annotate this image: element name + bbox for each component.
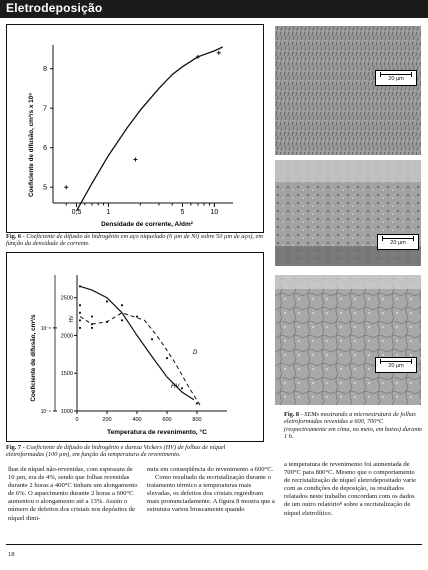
fig6-x-tick-label: 10 <box>210 209 219 216</box>
fig7-hv-tick-label: 2500 <box>60 295 73 302</box>
fig7-data-point <box>79 285 81 287</box>
body-column-2 <box>147 466 277 515</box>
fig7-data-point <box>196 402 198 404</box>
fig6-data-point <box>133 158 137 162</box>
fig7-series-d-label: D <box>193 350 198 356</box>
fig6-y-tick-label: 6 <box>43 145 47 153</box>
sem-micrograph-bottom <box>275 275 421 405</box>
fig7-data-point <box>151 338 153 340</box>
fig7-data-point <box>79 312 81 314</box>
scale-bar-bottom: 20 µm <box>375 357 417 373</box>
fig7-x-axis-label: Temperatura de revenimento, °C <box>107 429 207 436</box>
figure-6-chart <box>7 25 263 232</box>
fig7-data-point <box>91 327 93 329</box>
body-column-1: lhas de níquel não-revenidas, com espessura de 10 µm, era de 4%, sendo que folhas revenidas durante 2 horas a 400°C tinham um alongamento de 6%. O aquecimento durante 2 horas a 600°C aumentou o alongamento até a 13%. Assim o número de defeitos dos cristais nos depósitos de níquel dimi- <box>8 466 138 522</box>
fig7-x-tick-label: 200 <box>102 417 112 423</box>
fig7-data-point <box>79 319 81 321</box>
fig6-y-tick-label: 7 <box>43 105 47 113</box>
fig7-hv-tick-label: 1000 <box>60 409 73 415</box>
figure-6-panel <box>6 24 264 233</box>
page-number: 18 <box>8 551 15 558</box>
fig7-x-tick-label: 800 <box>192 417 202 423</box>
fig8-caption-text: - SEMs mostrando a microestrutura de folhas eletroformadas revenidas a 600, 700°C (respectivamente em cima, no meio, em baixo) durante 1 h. <box>284 411 423 440</box>
fig6-data-point <box>217 51 221 55</box>
fig7-data-point <box>79 327 81 329</box>
figure-8-caption <box>284 411 424 440</box>
fig7-x-tick-label: 400 <box>132 417 142 423</box>
body-column-2-para-1: nuiu em conseqüência do revenimento a 600°C. <box>147 466 274 473</box>
fig7-d-tick-label: 10⁻⁹ <box>40 409 51 415</box>
fig7-y-axis-label: Coeficiente de difusão, cm²/s <box>30 314 37 402</box>
fig7-data-point <box>136 315 138 317</box>
fig7-series-hv-line <box>80 286 194 399</box>
fig7-data-point <box>121 319 123 321</box>
fig7-x-tick-label: 600 <box>162 417 172 423</box>
fig6-fit-curve <box>77 47 223 211</box>
fig7-hv-tick-label: 2000 <box>60 333 73 340</box>
fig6-x-tick-label: 0,5 <box>71 209 82 216</box>
fig6-x-tick-label: 1 <box>106 209 111 216</box>
figure-7-panel <box>6 252 264 442</box>
fig6-caption-text: - Coeficiente de difusão de hidrogênio em aço niquelado (6 µm de Ni) sobre 50 µm de aço), em função da densidade de corrente. <box>6 233 263 248</box>
figure-7-caption <box>6 444 264 459</box>
fig7-data-point <box>166 357 168 359</box>
fig7-caption-text: - Coeficiente de difusão de hidrogênio e dureza Vickers (HV) de folhas de níquel eletroformadas (100 µm), em função da temperatura de revenimento. <box>6 444 226 459</box>
body-column-2-para-2: Como resultado da recristalização durante o tratamento térmico a temperaturas mais elevadas, os defeitos dos cristais regrediram mais pronunciadamente. A figura 8 mostra que a estrutura variou bruscamente quando <box>147 474 275 514</box>
fig7-series-d-line <box>80 313 200 405</box>
fig6-x-axis-label: Densidade de corrente, A/dm² <box>101 221 193 228</box>
fig7-series-hv-label: HV <box>171 384 180 390</box>
fig7-hv-axis-label: HV <box>69 315 75 323</box>
fig7-data-point <box>106 321 108 323</box>
fig7-caption-label: Fig. 7 <box>6 444 22 451</box>
body-column-3: a temperatura de revenimento foi aumentada de 700°C para 800°C. Mesmo que o comportamento de recristalização de níquel eletrodepositado varie com as condições de deposição, os resultados relatados neste trabalho concordam com os dados de um outro relatório⁸ sobre a recristalização de níquel eletrolítico. <box>284 461 416 517</box>
figure-7-chart <box>7 253 263 441</box>
fig7-d-tick-label: 10⁻⁸ <box>40 325 51 332</box>
fig7-data-point <box>91 323 93 325</box>
scale-bar-top: 20 µm <box>375 70 417 86</box>
fig7-hv-tick-label: 1500 <box>60 371 73 378</box>
fig7-x-tick-label: 0 <box>75 417 79 423</box>
fig6-y-axis-label: Coeficiente de difusão, cm²/s x 10⁸ <box>28 92 35 198</box>
sem-micrograph-middle <box>275 160 421 266</box>
sem-micrograph-top <box>275 26 421 155</box>
figure-6-caption <box>6 233 264 248</box>
fig6-y-tick-label: 5 <box>43 184 47 192</box>
fig6-y-tick-label: 8 <box>43 66 47 74</box>
fig7-data-point <box>79 304 81 306</box>
fig7-data-point <box>121 304 123 306</box>
scale-bar-middle: 20 µm <box>377 234 419 250</box>
fig6-data-point <box>64 185 68 189</box>
fig6-caption-label: Fig. 6 <box>6 233 22 240</box>
page-title: Eletrodeposição <box>6 1 103 15</box>
fig7-data-point <box>91 315 93 317</box>
footer-rule <box>6 544 422 545</box>
fig6-x-tick-label: 5 <box>180 209 185 216</box>
fig8-caption-label: Fig. 8 <box>284 411 300 418</box>
fig7-data-point <box>181 387 183 389</box>
fig7-data-point <box>106 300 108 302</box>
